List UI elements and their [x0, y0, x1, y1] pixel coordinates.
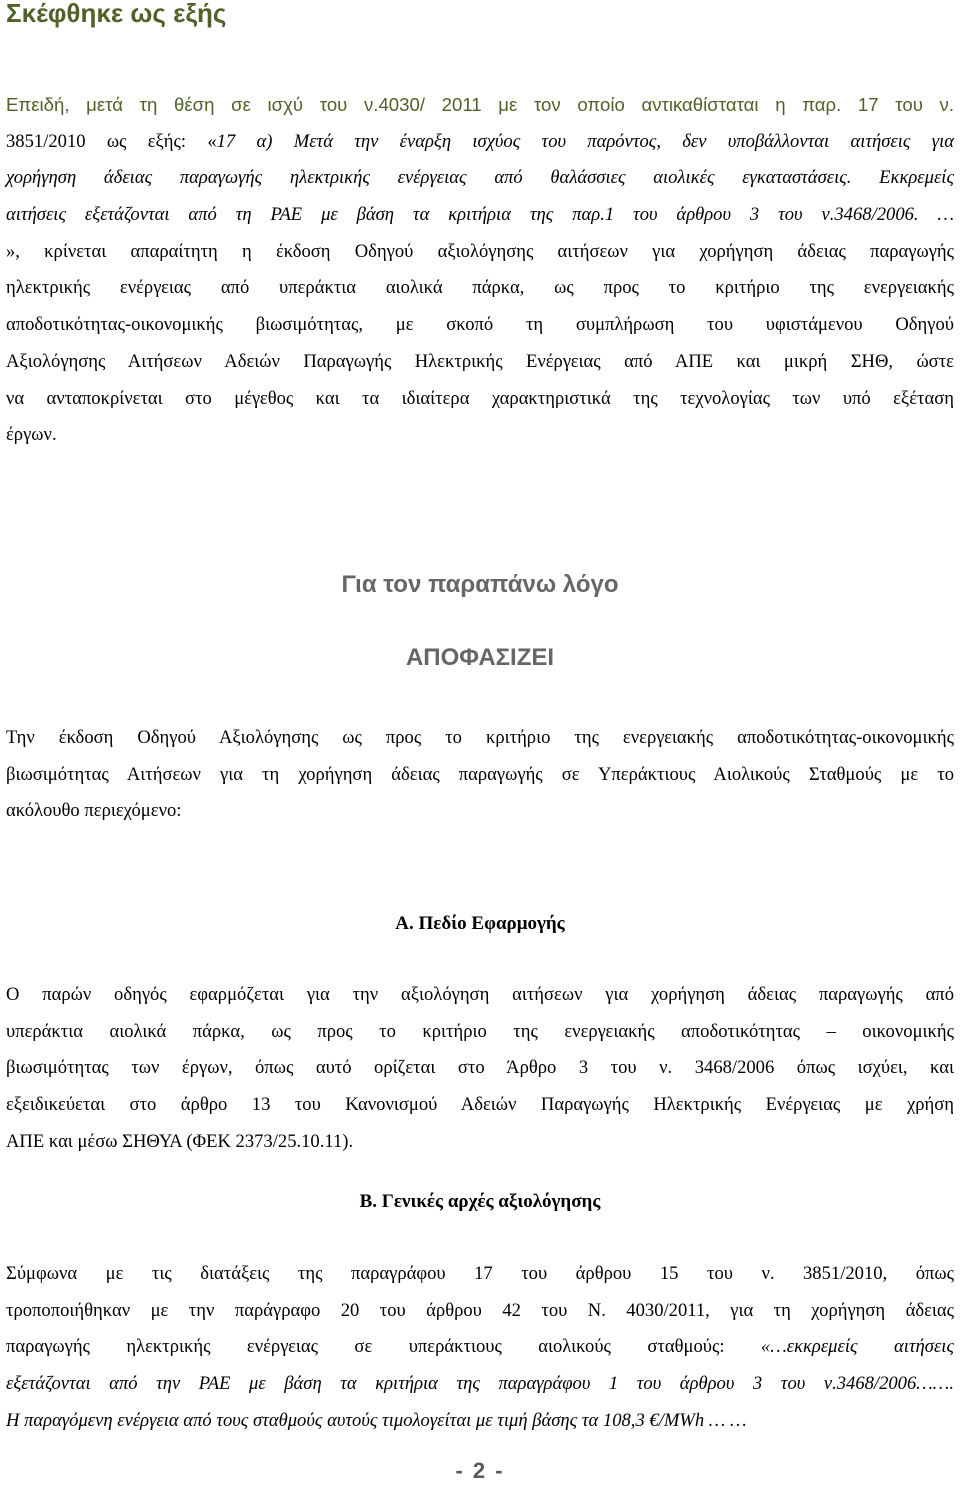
text-line: Ο παρών οδηγός εφαρμόζεται για την αξιολόγηση αιτήσεων για χορήγηση άδειας παραγωγής από	[6, 984, 954, 1005]
text-span: 3851/2010 ως εξής: «	[6, 130, 217, 152]
paragraph-scope	[6, 977, 954, 1160]
text-line	[6, 1329, 954, 1366]
text-line: Σύμφωνα με τις διατάξεις της παραγράφου 17 του άρθρου 15 του ν. 3851/2010, όπως	[6, 1263, 954, 1284]
text-line: έργων.	[6, 424, 57, 446]
text-line: εξετάζονται από την ΡΑΕ με βάση τα κριτήρια της παραγράφου 1 του άρθρου 3 του ν.3468/2006…….	[6, 1373, 954, 1395]
text-line: εξειδικεύεται στο άρθρο 13 του Κανονισμού Αδειών Παραγωγής Ηλεκτρικής Ενέργειας με χρήση	[6, 1094, 954, 1116]
text-line: χορήγηση άδειας παραγωγής ηλεκτρικής ενέργειας από θαλάσσιες αιολικές εγκαταστάσεις. Εκκρεμείς	[6, 167, 954, 189]
decides-heading: ΑΠΟΦΑΣΙΖΕΙ	[405, 644, 555, 671]
text-line: βιωσιμότητας Αιτήσεων για τη χορήγηση άδειας παραγωγής σε Υπεράκτιους Αιολικούς Σταθμούς με το	[6, 763, 954, 785]
text-line: », κρίνεται απαραίτητη η έκδοση Οδηγού αξιολόγησης αιτήσεων για χορήγηση άδειας παραγωγής	[6, 240, 954, 262]
text-span: παραγωγής ηλεκτρικής ενέργειας σε υπεράκτιους αιολικούς σταθμούς:	[6, 1336, 761, 1358]
page-number: - 2 -	[455, 1458, 505, 1483]
quoted-text: «…εκκρεμείς αιτήσεις	[760, 1336, 954, 1358]
text-line: αιτήσεις εξετάζονται από τη ΡΑΕ με βάση τα κριτήρια της παρ.1 του άρθρου 3 του ν.3468/2006. …	[6, 204, 954, 226]
section-a-heading: Α. Πεδίο Εφαρμογής	[395, 913, 565, 934]
text-line: Επειδή, μετά τη θέση σε ισχύ του ν.4030/ 2011 με τον οποίο αντικαθίσταται η παρ. 17 του ν.	[6, 94, 954, 115]
paragraph-principles	[6, 1256, 954, 1439]
text-line: ακόλουθο περιεχόμενο:	[6, 800, 182, 822]
text-line: να ανταποκρίνεται στο μέγεθος και τα ιδιαίτερα χαρακτηριστικά της τεχνολογίας των υπό εξέταση	[6, 387, 954, 409]
text-line: αποδοτικότητας-οικονομικής βιωσιμότητας, με σκοπό τη συμπλήρωση του υφιστάμενου Οδηγού	[6, 314, 954, 336]
text-line	[6, 124, 954, 161]
quoted-text: 17 α) Μετά την έναρξη ισχύος του παρόντος, δεν υποβάλλονται αιτήσεις για	[216, 130, 954, 152]
text-line: Η παραγόμενη ενέργεια από τους σταθμούς αυτούς τιμολογείται με τιμή βάσης τα 108,3 €/MWh … …	[6, 1409, 747, 1431]
reason-heading: Για τον παραπάνω λόγο	[341, 571, 619, 598]
section-b-heading: Β. Γενικές αρχές αξιολόγησης	[359, 1191, 601, 1212]
text-line: βιωσιμότητας των έργων, όπως αυτό ορίζεται στο Άρθρο 3 του ν. 3468/2006 όπως ισχύει, και	[6, 1057, 954, 1079]
text-line: τροποποιήθηκαν με την παράγραφο 20 του άρθρου 42 του Ν. 4030/2011, για τη χορήγηση άδειας	[6, 1299, 954, 1321]
paragraph-decision	[6, 720, 954, 830]
text-line: ΑΠΕ και μέσω ΣΗΘΥΑ (ΦΕΚ 2373/25.10.11).	[6, 1130, 354, 1152]
text-line: Την έκδοση Οδηγού Αξιολόγησης ως προς το κριτήριο της ενεργειακής αποδοτικότητας-οικονομικής	[6, 727, 954, 748]
text-line: ηλεκτρικής ενέργειας από υπεράκτια αιολικά πάρκα, ως προς το κριτήριο της ενεργειακής	[6, 277, 954, 299]
paragraph-reasoning	[6, 87, 954, 454]
section-heading: Σκέφθηκε ως εξής	[6, 0, 227, 28]
text-line: υπεράκτια αιολικά πάρκα, ως προς το κριτήριο της ενεργειακής αποδοτικότητας – οικονομικής	[6, 1020, 954, 1042]
text-line: Αξιολόγησης Αιτήσεων Αδειών Παραγωγής Ηλεκτρικής Ενέργειας από ΑΠΕ και μικρή ΣΗΘ, ώστε	[6, 350, 954, 372]
